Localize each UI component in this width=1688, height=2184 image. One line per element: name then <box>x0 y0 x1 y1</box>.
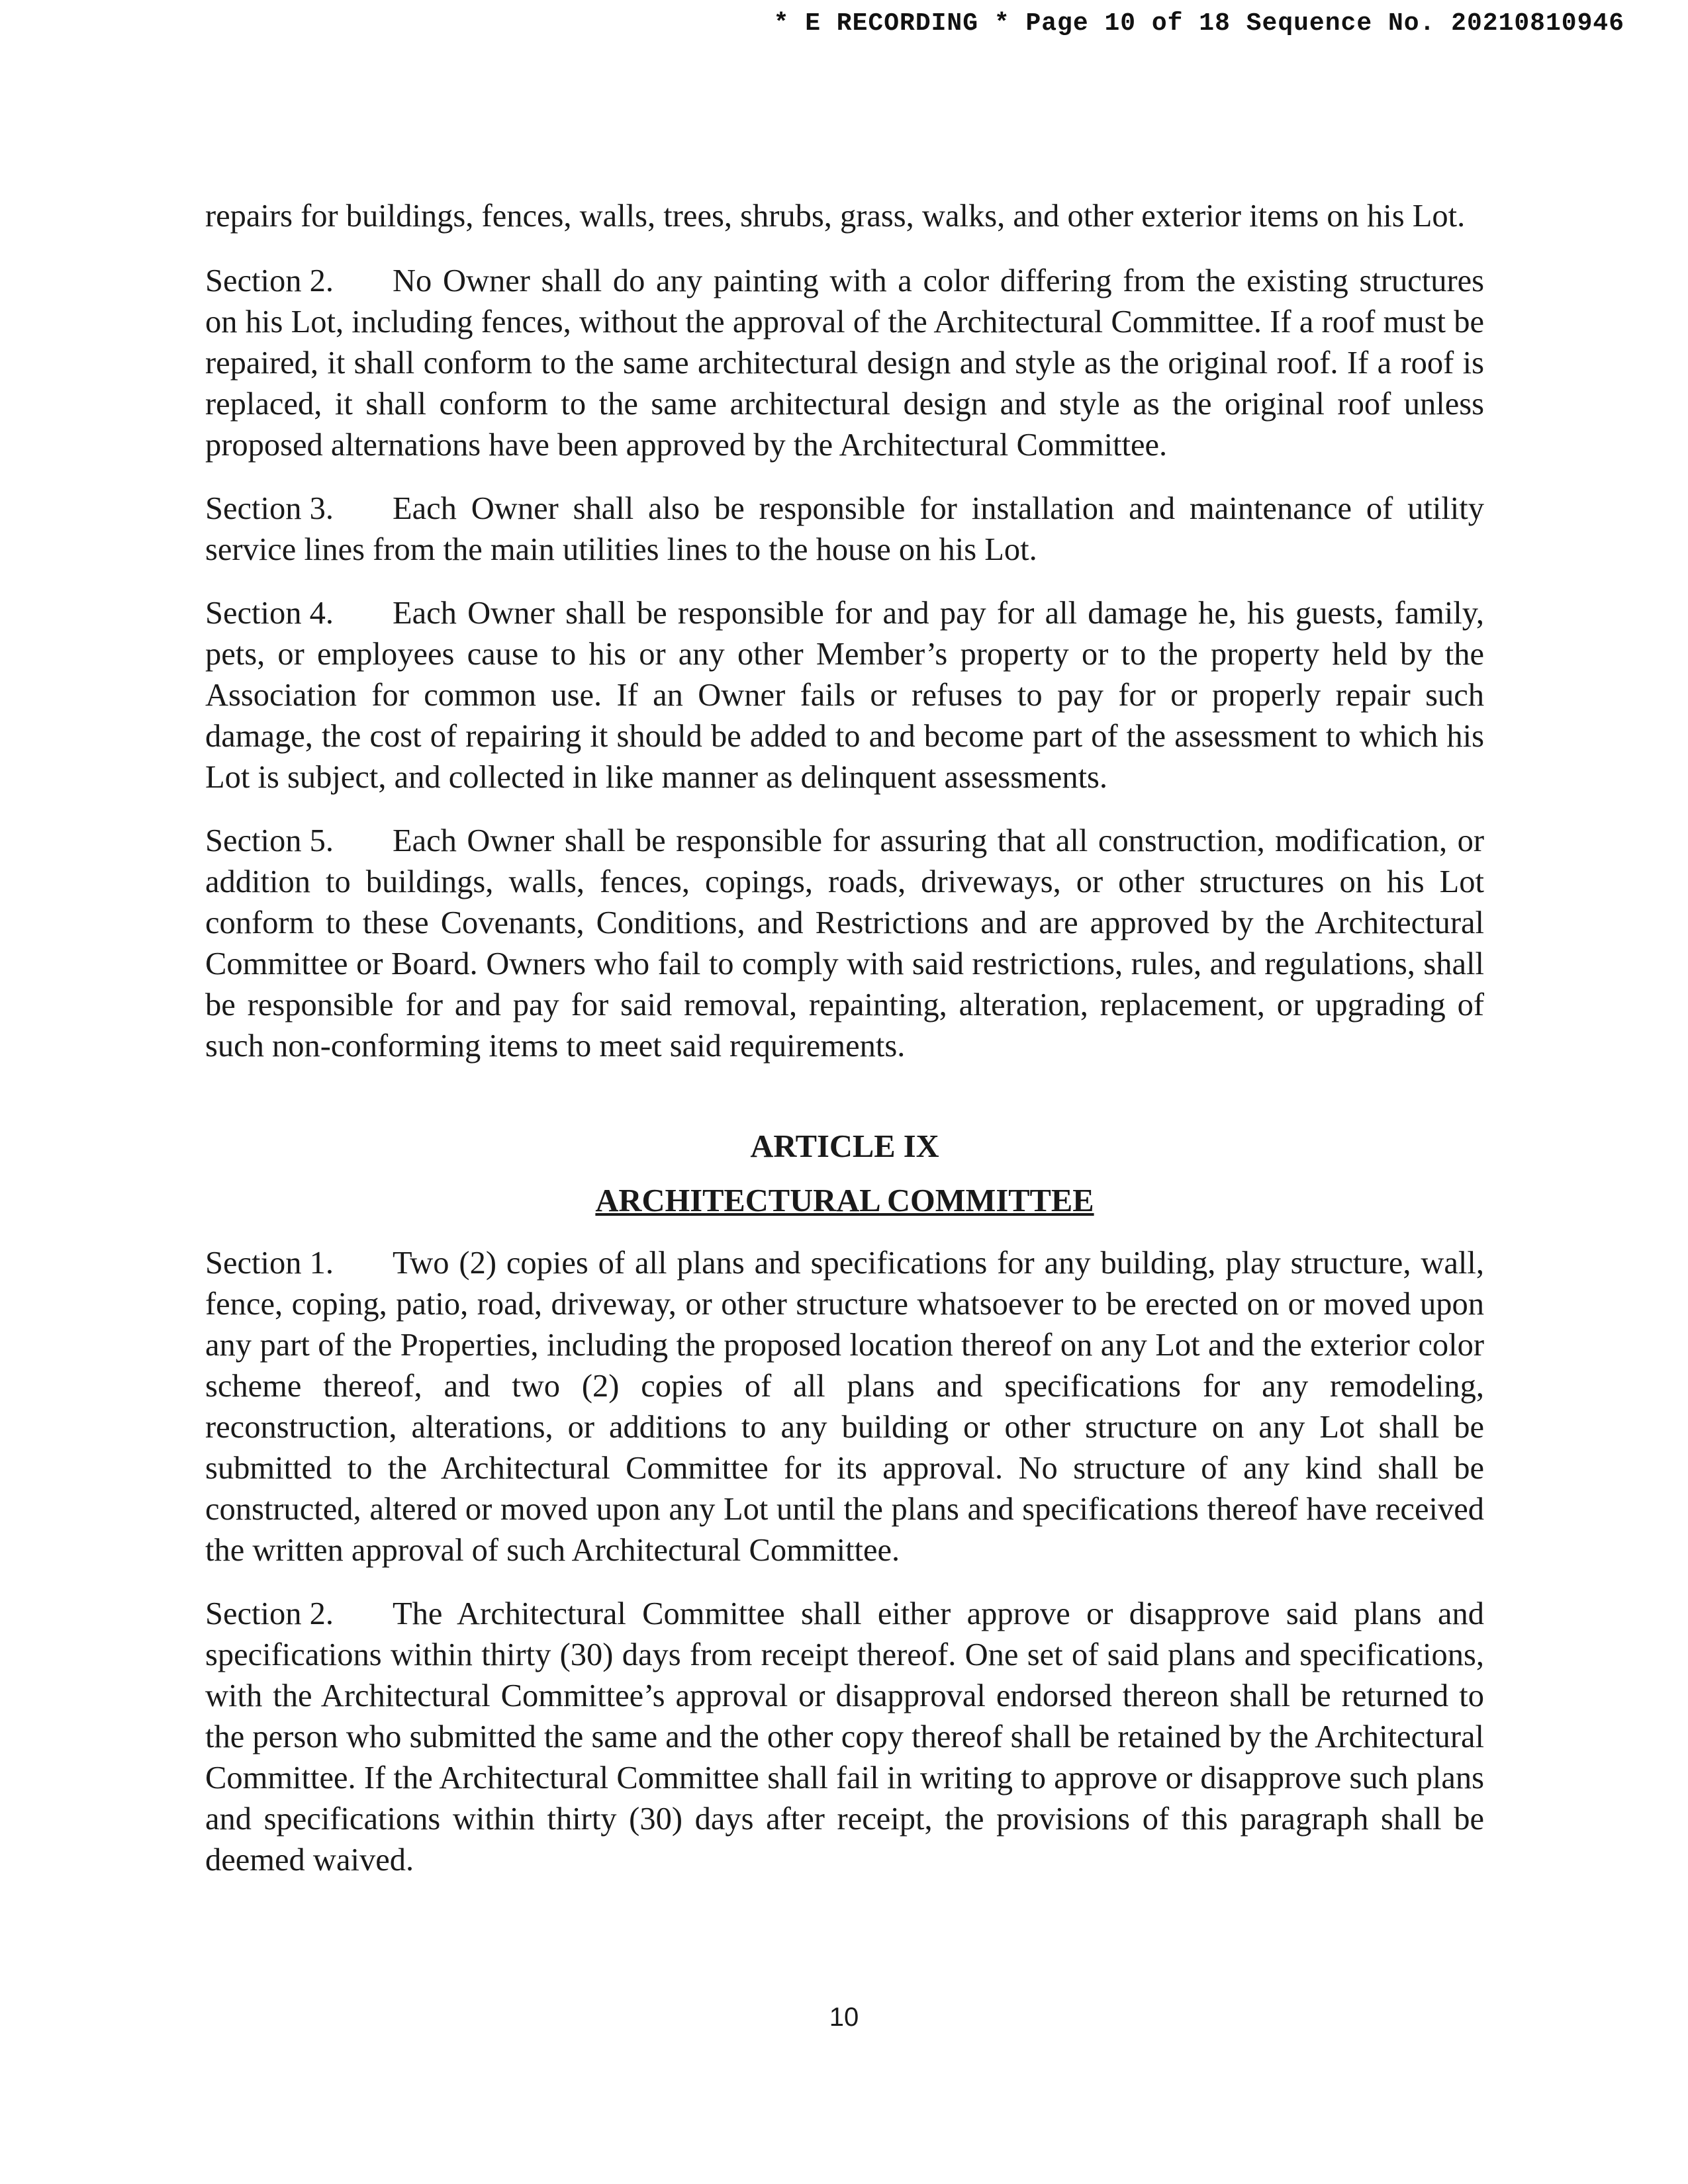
article-title: ARTICLE IX <box>750 1129 939 1164</box>
article-viii-section-3 <box>205 488 1484 570</box>
section-label: Section 5. <box>205 823 334 858</box>
article-ix-section-1 <box>205 1243 1484 1571</box>
recording-stamp: * E RECORDING * Page 10 of 18 Sequence No. 20210810946 <box>773 9 1624 38</box>
section-label: Section 2. <box>205 1596 334 1631</box>
article-viii-section-2 <box>205 261 1484 466</box>
page-number: 10 <box>829 2003 859 2032</box>
section-text: The Architectural Committee shall either approve or disapprove said plans and specifications within thirty (30) days from receipt thereof. One set of said plans and specifications, with the Architectural Committee’s approval or disapproval endorsed thereon shall be returned to the person who submitted the same and the other copy thereof shall be retained by the Architectural Committee. If the Architectural Committee shall fail in writing to approve or disapprove such plans and specifications within thirty (30) days after receipt, the provisions of this paragraph shall be deemed waived. <box>205 1596 1484 1878</box>
section-text: Two (2) copies of all plans and specifications for any building, play structure, wall, fence, coping, patio, road, driveway, or other structure whatsoever to be erected on or moved upon any part of the Properties, including the proposed location thereof on any Lot and the exterior color scheme thereof, and two (2) copies of all plans and specifications for any remodeling, reconstruction, alterations, or additions to any building or other structure on any Lot shall be submitted to the Architectural Committee for its approval. No structure of any kind shall be constructed, altered or moved upon any Lot until the plans and specifications thereof have received the written approval of such Architectural Committee. <box>205 1246 1484 1568</box>
document-body <box>205 196 1484 1903</box>
article-ix-section-2 <box>205 1594 1484 1881</box>
section-label: Section 2. <box>205 263 334 298</box>
continuation-paragraph: repairs for buildings, fences, walls, trees, shrubs, grass, walks, and other exterior items on his Lot. <box>205 199 1466 234</box>
article-viii-section-4 <box>205 593 1484 798</box>
section-text: Each Owner shall also be responsible for installation and maintenance of utility service lines from the main utilities lines to the house on his Lot. <box>205 491 1484 567</box>
section-text: Each Owner shall be responsible for and pay for all damage he, his guests, family, pets, or employees cause to his or any other Member’s property or to the property held by the Association for common use. If an Owner fails or refuses to pay for or properly repair such damage, the cost of repairing it should be added to and become part of the assessment to which his Lot is subject, and collected in like manner as delinquent assessments. <box>205 596 1484 795</box>
article-viii-section-5 <box>205 821 1484 1067</box>
section-label: Section 4. <box>205 596 334 631</box>
section-text: Each Owner shall be responsible for assuring that all construction, modification, or addition to buildings, walls, fences, copings, roads, driveways, or other structures on his Lot conform to these Covenants, Conditions, and Restrictions and are approved by the Architectural Committee or Board. Owners who fail to comply with said restrictions, rules, and regulations, shall be responsible for and pay for said removal, repainting, alteration, replacement, or upgrading of such non-conforming items to meet said requirements. <box>205 823 1484 1064</box>
article-heading <box>205 1126 1484 1222</box>
section-label: Section 1. <box>205 1246 334 1281</box>
article-subtitle: ARCHITECTURAL COMMITTEE <box>595 1183 1094 1218</box>
section-text: No Owner shall do any painting with a color differing from the existing structures on his Lot, including fences, without the approval of the Architectural Committee. If a roof must be repaired, it shall conform to the same architectural design and style as the original roof. If a roof is replaced, it shall conform to the same architectural design and style as the original roof unless proposed alternations have been approved by the Architectural Committee. <box>205 263 1484 463</box>
section-label: Section 3. <box>205 491 334 526</box>
